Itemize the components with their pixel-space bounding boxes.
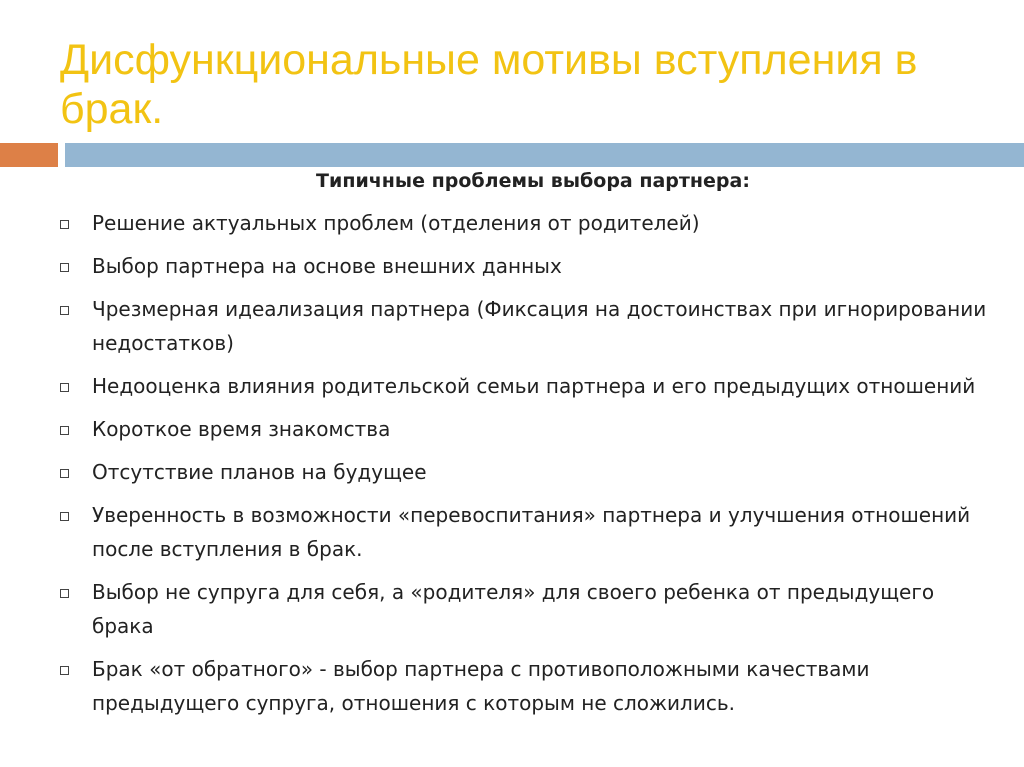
list-item	[58, 206, 988, 240]
accent-bar	[0, 143, 58, 167]
list-item-text: Выбор не супруга для себя, а «родителя» для своего ребенка от предыдущего брака	[92, 580, 935, 638]
list-item	[58, 455, 988, 489]
list-item-text: Чрезмерная идеализация партнера (Фиксация на достоинствах при игнорировании недостатков)	[92, 297, 987, 355]
list-item-text: Выбор партнера на основе внешних данных	[92, 254, 562, 278]
list-item	[58, 652, 988, 720]
hollow-square-bullet-icon	[60, 666, 69, 675]
list-item	[58, 249, 988, 283]
hollow-square-bullet-icon	[60, 220, 69, 229]
list-item	[58, 575, 988, 643]
hollow-square-bullet-icon	[60, 306, 69, 315]
hollow-square-bullet-icon	[60, 383, 69, 392]
hollow-square-bullet-icon	[60, 512, 69, 521]
list-item-text: Короткое время знакомства	[92, 417, 391, 441]
slide-title: Дисфункциональные мотивы вступления в брак.	[60, 36, 918, 133]
list-item	[58, 369, 988, 403]
hollow-square-bullet-icon	[60, 469, 69, 478]
problem-list	[58, 206, 988, 720]
list-item	[58, 292, 988, 360]
subheading: Типичные проблемы выбора партнера:	[316, 170, 750, 192]
list-item	[58, 498, 988, 566]
hollow-square-bullet-icon	[60, 589, 69, 598]
list-item-text: Отсутствие планов на будущее	[92, 460, 427, 484]
slide-content	[58, 164, 988, 720]
list-item-text: Решение актуальных проблем (отделения от родителей)	[92, 211, 700, 235]
hollow-square-bullet-icon	[60, 263, 69, 272]
list-item	[58, 412, 988, 446]
hollow-square-bullet-icon	[60, 426, 69, 435]
list-item-text: Уверенность в возможности «перевоспитания» партнера и улучшения отношений после вступления в брак.	[92, 503, 971, 561]
list-item-text: Брак «от обратного» - выбор партнера с противоположными качествами предыдущего супруга, отношения с которым не сложились.	[92, 657, 870, 715]
list-item-text: Недооценка влияния родительской семьи партнера и его предыдущих отношений	[92, 374, 976, 398]
